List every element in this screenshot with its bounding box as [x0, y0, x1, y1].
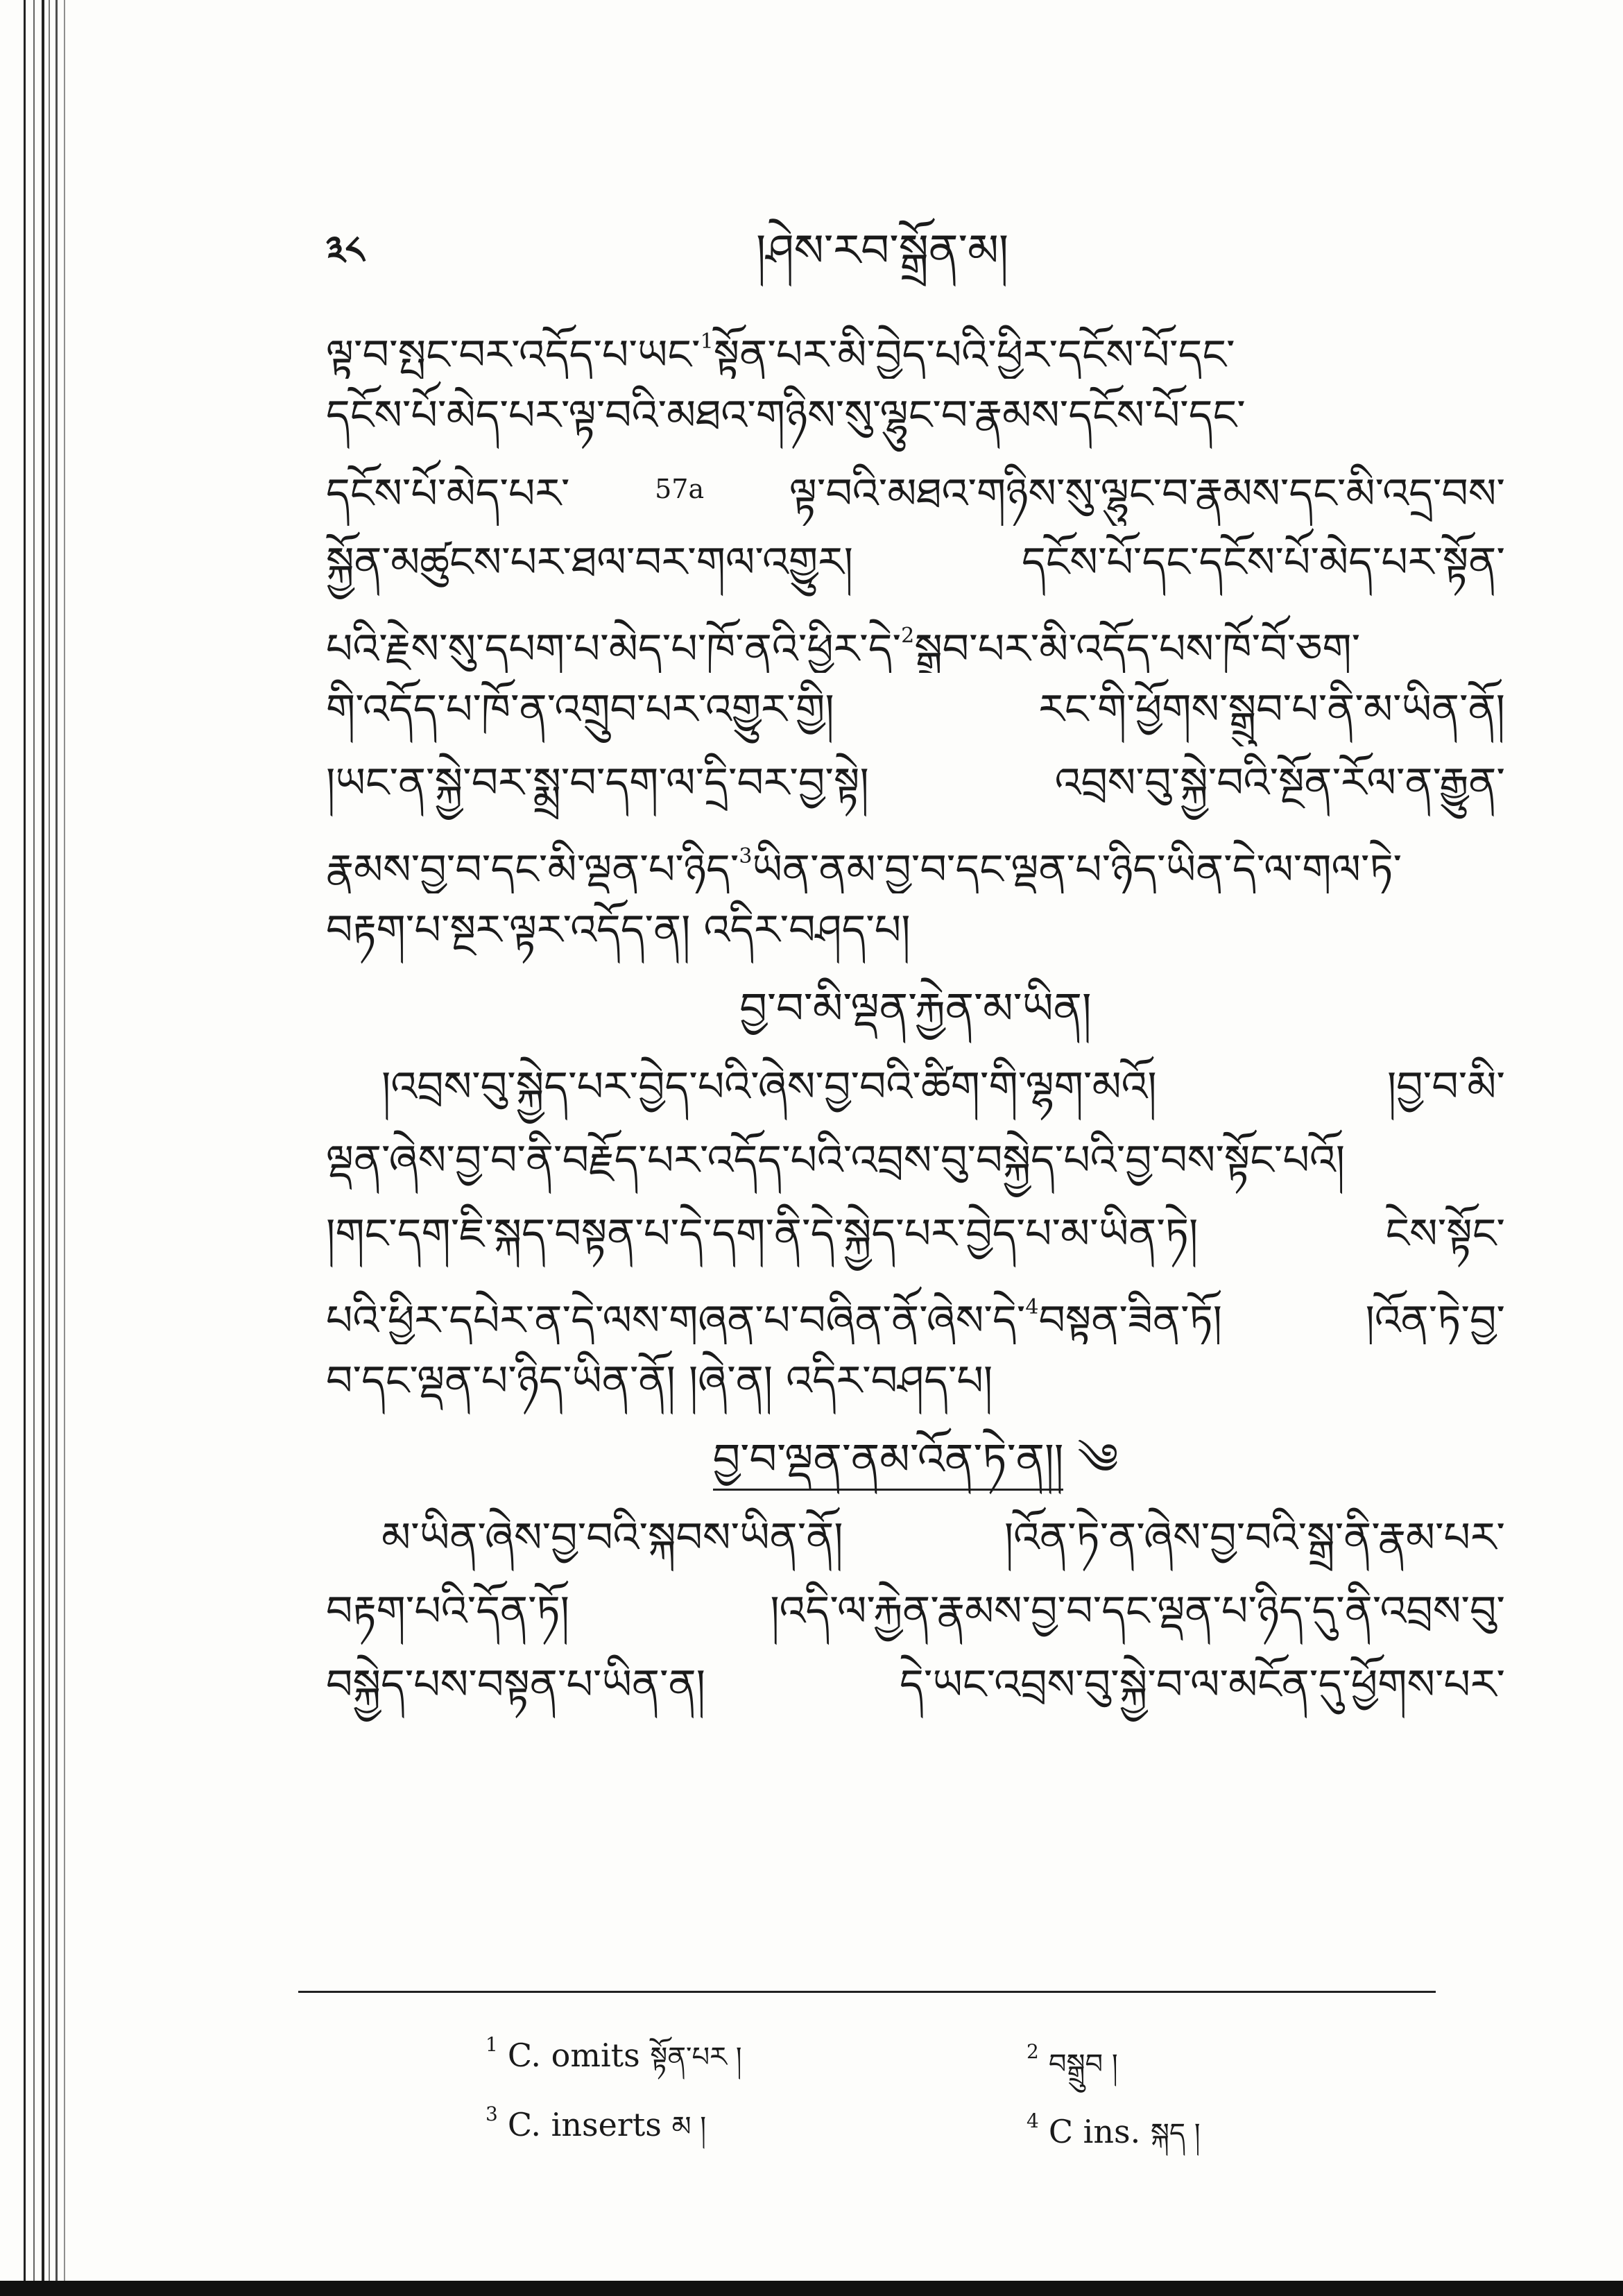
folio-marker: 57a	[655, 474, 705, 504]
text-line: གི་འདོད་པ་ཁོ་ན་འགྲུབ་པར་འགྱུར་གྱི། རང་གི་ཕྱོགས་སྒྲུབ་པ་ནི་མ་ཡིན་ནོ།	[326, 685, 1505, 734]
text-line: སྐྱོན་མཚུངས་པར་ཐལ་བར་གལ་འགྱུར། དངོས་པོ་དང་དངོས་པོ་མེད་པར་སྟོན་	[326, 538, 1505, 587]
footnotes	[486, 2025, 1318, 2178]
text-line: །གང་དག་ཇི་སྐད་བསྟན་པ་དེ་དག་ནི་དེ་སྐྱེད་པར་བྱེད་པ་མ་ཡིན་ཏེ། ངེས་སྟོང་	[326, 1210, 1505, 1258]
footnote: $^4$ C ins. སྐད །	[1027, 2109, 1201, 2150]
footnote-ref: 4	[1025, 1295, 1039, 1319]
text-line: །ཡང་ན་སྐྱེ་བར་སྨྲ་བ་དག་ལ་དྲི་བར་བྱ་སྟེ། འབྲས་བུ་སྐྱེ་བའི་སྔོན་རོལ་ན་རྒྱུན་	[326, 759, 1505, 807]
footnote-divider	[298, 1991, 1436, 1993]
footnote-ref: 1	[700, 329, 714, 354]
text-line: པའི་ཕྱིར་དཔེར་ན་དེ་ལས་གཞན་པ་བཞིན་ནོ་ཞེས་དེ་$^4$བསྟན་ཟིན་ཏོ། །འོན་ཏེ་བྱ་	[326, 1295, 1505, 1344]
footnote-ref: 2	[901, 624, 915, 648]
text-line: །འབྲས་བུ་སྐྱེད་པར་བྱེད་པའི་ཞེས་བྱ་བའི་ཚིག་གི་ལྷག་མའོ། །བྱ་བ་མི་	[381, 1063, 1505, 1111]
verse-heading: བྱ་བ་ལྡན་ནམ་འོན་ཏེ་ན།། ༄	[326, 1418, 1505, 1501]
running-title: །ཤེས་རབ་སྒྲོན་མ།	[756, 225, 1009, 277]
scan-edge	[0, 2281, 1623, 2296]
text-line: མ་ཡིན་ཞེས་བྱ་བའི་སྐབས་ཡིན་ནོ། །འོན་ཏེ་ན་ཞེས་བྱ་བའི་སྒྲ་ནི་རྣམ་པར་	[381, 1514, 1505, 1562]
text-line: བརྟག་པ་སྔར་ལྟར་འདོད་ན། འདིར་བཤད་པ།	[326, 906, 911, 954]
verse-heading: བྱ་བ་མི་ལྡན་རྐྱེན་མ་ཡིན།	[739, 983, 1092, 1034]
text-line: ལྡན་ཞེས་བྱ་བ་ནི་བརྗོད་པར་འདོད་པའི་འབྲས་བུ་བསྐྱེད་པའི་བྱ་བས་སྟོང་པའོ།	[326, 1136, 1346, 1185]
text-line: དངོས་པོ་མེད་པར་ $^{57a}$ ལྟ་བའི་མཐའ་གཉིས་སུ་ལྷུང་བ་རྣམས་དང་མི་འདྲ་བས་	[326, 470, 1505, 518]
text-line: བརྟག་པའི་དོན་ཏོ། །འདི་ལ་རྐྱེན་རྣམས་བྱ་བ་དང་ལྡན་པ་ཉིད་དུ་ནི་འབྲས་བུ་	[326, 1587, 1505, 1636]
text-line: བ་དང་ལྡན་པ་ཉིད་ཡིན་ནོ། །ཞེ་ན། འདིར་བཤད་པ།	[326, 1357, 993, 1405]
binding-edge	[0, 0, 90, 2296]
text-line: དངོས་པོ་མེད་པར་ལྟ་བའི་མཐའ་གཉིས་སུ་ལྷུང་བ་རྣམས་དངོས་པོ་དང་	[326, 391, 1246, 440]
footnote: $^2$ བསྒྲུབ །	[1027, 2040, 1118, 2080]
footnote: $^3$ C. inserts མ །	[486, 2102, 707, 2143]
body-text	[326, 305, 1505, 1722]
ornament-mark: ༄	[1077, 1434, 1119, 1484]
text-line: ལྟ་བ་སྤང་བར་འདོད་པ་ཡང་$^1$སྟོན་པར་མི་བྱེད་པའི་ཕྱིར་དངོས་པོ་དང་	[326, 329, 1235, 379]
footnote: $^1$ C. omits སྟོན་པར །	[486, 2033, 742, 2074]
page-header	[326, 201, 1505, 284]
page-number: ༣༨	[326, 228, 365, 272]
footnote-ref: 3	[739, 844, 753, 868]
text-line: རྣམས་བྱ་བ་དང་མི་ལྡན་པ་ཉིད་$^3$ཡིན་ནམ་བྱ་བ་དང་ལྡན་པ་ཉིད་ཡིན་དེ་ལ་གལ་ཏེ་	[326, 844, 1402, 893]
text-line: བསྐྱེད་པས་བསྟན་པ་ཡིན་ན། དེ་ཡང་འབྲས་བུ་སྐྱེ་བ་ལ་མངོན་དུ་ཕྱོགས་པར་	[326, 1661, 1505, 1709]
text-line: པའི་རྗེས་སུ་དཔག་པ་མེད་པ་ཁོ་ནའི་ཕྱིར་དེ་$^2$སྒྲུབ་པར་མི་འདོད་པས་ཁོ་བོ་ཅག་	[326, 624, 1361, 673]
